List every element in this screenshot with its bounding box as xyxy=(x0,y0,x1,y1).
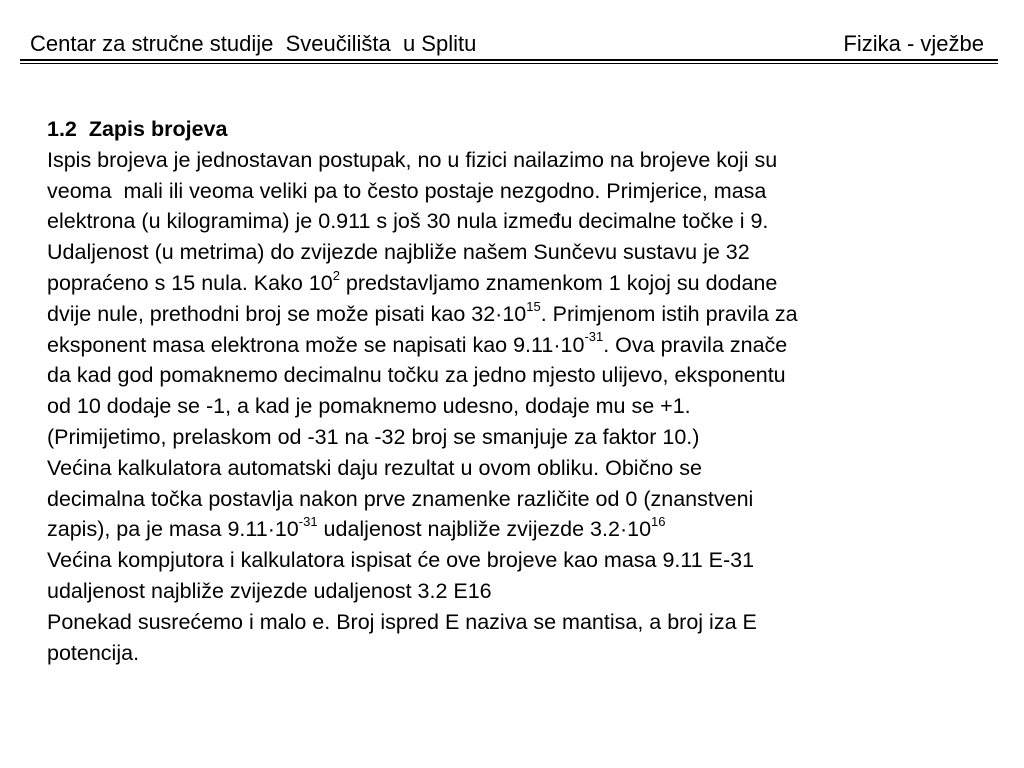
exponent: 16 xyxy=(651,514,666,530)
text-segment: zapis), pa je masa 9.11·10 xyxy=(47,517,299,542)
header-divider-bottom xyxy=(20,63,998,64)
text-segment: dvije nule, prethodni broj se može pisati kao 32·10 xyxy=(47,301,527,326)
text-line xyxy=(47,514,947,545)
text-segment: predstavljamo znamenkom 1 kojoj su dodane xyxy=(339,270,778,295)
text-line xyxy=(47,299,947,330)
slide-content xyxy=(47,114,947,668)
text-line: Većina kompjutora i kalkulatora ispisat će ove brojeve kao masa 9.11 E-31 xyxy=(47,548,755,573)
text-segment: eksponent masa elektrona može se napisati kao 9.11·10 xyxy=(47,332,585,357)
text-segment: popraćeno s 15 nula. Kako 10 xyxy=(47,270,333,295)
body-paragraph xyxy=(47,145,947,669)
text-line: od 10 dodaje se -1, a kad je pomaknemo udesno, dodaje mu se +1. xyxy=(47,394,691,419)
text-line: Ispis brojeva je jednostavan postupak, no u fizici nailazimo na brojeve koji su xyxy=(47,147,778,172)
section-title: 1.2 Zapis brojeva xyxy=(47,117,228,141)
text-line: Većina kalkulatora automatski daju rezultat u ovom obliku. Obično se xyxy=(47,455,702,480)
institution-label: Centar za stručne studije Sveučilišta u Splitu xyxy=(30,31,477,56)
text-segment: . Primjenom istih pravila za xyxy=(540,301,798,326)
text-segment: . Ova pravila znače xyxy=(603,332,788,357)
text-line: elektrona (u kilogramima) je 0.911 s još 30 nula između decimalne točke i 9. xyxy=(47,209,769,234)
text-line: decimalna točka postavlja nakon prve znamenke različite od 0 (znanstveni xyxy=(47,486,754,511)
text-line xyxy=(47,330,947,361)
exponent: 2 xyxy=(332,267,340,283)
course-label: Fizika - vježbe xyxy=(843,31,984,56)
text-segment: udaljenost najbliže zvijezde 3.2·10 xyxy=(317,517,652,542)
text-line: (Primijetimo, prelaskom od -31 na -32 broj se smanjuje za faktor 10.) xyxy=(47,424,700,449)
text-line: Ponekad susrećemo i malo e. Broj ispred E naziva se mantisa, a broj iza E xyxy=(47,609,757,634)
text-line: Udaljenost (u metrima) do zvijezde najbliže našem Sunčevu sustavu je 32 xyxy=(47,240,750,265)
slide-header xyxy=(30,30,984,58)
exponent: 15 xyxy=(526,298,541,314)
exponent: -31 xyxy=(298,514,318,530)
text-line: veoma mali ili veoma veliki pa to često postaje nezgodno. Primjerice, masa xyxy=(47,178,767,203)
text-line xyxy=(47,268,947,299)
text-line: da kad god pomaknemo decimalnu točku za jedno mjesto ulijevo, eksponentu xyxy=(47,363,786,388)
text-line: potencija. xyxy=(47,640,140,665)
header-divider-top xyxy=(20,59,998,61)
exponent: -31 xyxy=(584,329,604,345)
text-line: udaljenost najbliže zvijezde udaljenost 3.2 E16 xyxy=(47,578,492,603)
